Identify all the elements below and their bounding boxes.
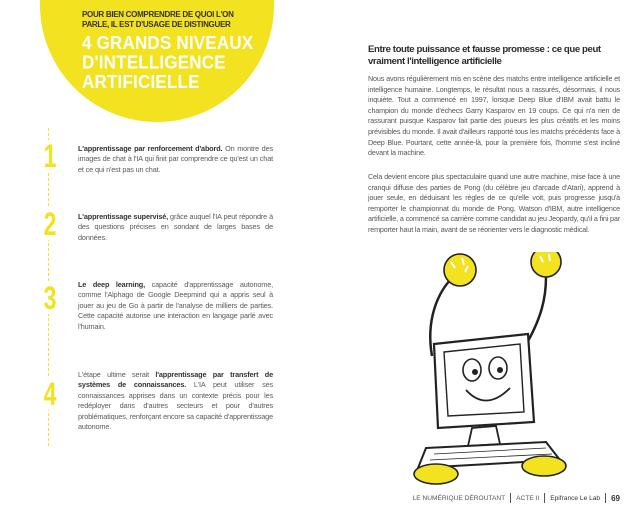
- page-title: 4 GRANDS NIVEAUX D'INTELLIGENCE ARTIFICIELLE: [82, 32, 254, 93]
- level-3-body: capacité d'apprentissage autonome, comme l'Alphago de Google Deepmind qui a appris seul à jouer au jeu de Go à partir de l'analyse de milliers de parties. Cette capacité autorise une interaction en langage parlé avec l'humain.: [78, 280, 273, 331]
- footer-book-title: LE NUMÉRIQUE DÉROUTANT: [412, 494, 506, 502]
- level-number-1: 1: [40, 140, 60, 172]
- article-heading: Entre toute puissance et fausse promesse : ce que peut vraiment l'intelligence artificielle: [368, 44, 601, 67]
- level-2-lead: L'apprentissage supervisé,: [78, 212, 169, 221]
- level-number-2: 2: [40, 208, 60, 240]
- level-4-text: [78, 370, 273, 432]
- level-number-4: 4: [40, 378, 60, 410]
- right-juggling-ball: [531, 252, 561, 277]
- level-4-lead: l'apprentissage par transfert de systèmes de connaissances.: [78, 370, 273, 390]
- level-number-3: 3: [40, 282, 60, 314]
- left-foot: [414, 464, 458, 484]
- footer-separator: [510, 493, 511, 503]
- footer-separator: [544, 493, 545, 503]
- monitor-stand: [468, 426, 500, 446]
- footer-author: Epifrance Le Lab: [550, 494, 601, 502]
- left-eye: [463, 359, 481, 381]
- level-3-text: [78, 280, 273, 332]
- right-foot: [522, 456, 566, 476]
- left-juggling-ball: [444, 254, 476, 286]
- article-paragraph-2: Cela devient encore plus spectaculaire quand une autre machine, mise face à une cranqui diffuse des parties de Pong (du célèbre jeu d'arcade d'Atari), apprend à jouer seule, en déduisant les règles de ce qu'elle voit, puis progresse jusqu'à remporter le championnat du monde de Pong. Watson d'IBM, autre intelligence artificielle, a commencé sa carrière comme candidat au jeu Jeopardy, qu'il a fini par remporter haut la main, avant de se réorienter vers le diagnostic médical.: [368, 172, 620, 234]
- page-number: 69: [611, 493, 620, 503]
- level-2-body: grâce auquel l'IA peut répondre à des questions précises en sondant de larges bases de données.: [78, 212, 273, 242]
- computer-character-illustration: [396, 252, 576, 488]
- level-4-body: L'IA peut utiliser ses connaissances apprises dans un contexte précis pour les redéployer dans d'autres secteurs et pour d'autres problématiques, renforçant encore sa capacité d'apprentissage autonome.: [78, 380, 273, 432]
- level-4-pre: L'étape ultime serait: [78, 370, 156, 379]
- level-1-text: [78, 144, 273, 175]
- article-paragraph-1: Nous avons régulièrement mis en scène des matchs entre intelligence artificielle et intelligence humaine. Longtemps, le résultat nous a rassurés, désormais, il nous inquiète. Tout a commencé en 1997, lorsque Deep Blue d'IBM avait battu le champion du monde d'échecs Garry Kasparov en 19 coups. Ce qui n'a rien de rassurant puisque Kasparov fait partie des joueurs les plus créatifs et les moins prévisibles du monde. Il avait d'ailleurs rapporté tous les matchs précédents face à Deep Blue. Pourtant, cette année-là, pour la première fois, l'homme s'est incliné devant la machine.: [368, 74, 620, 158]
- page-footer: [413, 492, 620, 504]
- level-1-lead: L'apprentissage par renforcement d'abord.: [78, 144, 223, 153]
- title-kicker: POUR BIEN COMPRENDRE DE QUOI L'ON PARLE, IL EST D'USAGE DE DISTINGUER: [82, 10, 234, 29]
- monitor-screen: [444, 344, 524, 416]
- footer-separator: [605, 493, 606, 503]
- level-2-text: [78, 212, 273, 243]
- level-1-body: On montre des images de chat à l'IA qui finit par comprendre ce qu'est un chat et ce qui n'est pas un chat.: [78, 144, 273, 174]
- footer-act: ACTE II: [516, 494, 540, 502]
- level-3-lead: Le deep learning,: [78, 280, 145, 289]
